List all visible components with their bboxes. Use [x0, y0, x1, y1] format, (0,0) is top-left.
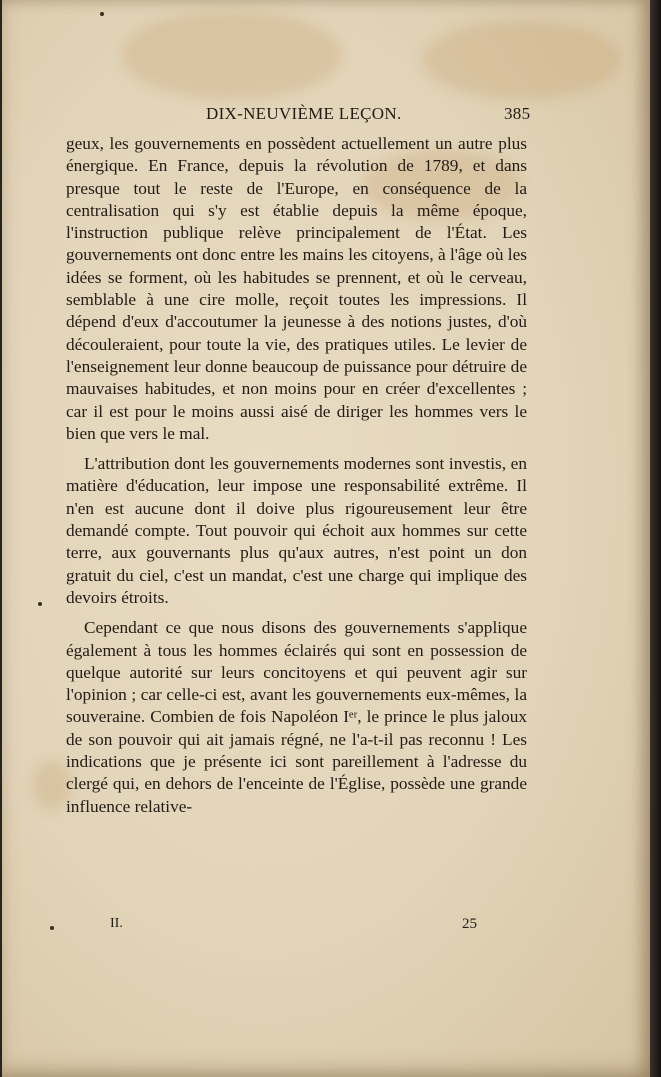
ink-speck — [100, 12, 104, 16]
book-spine-shadow — [650, 0, 661, 1077]
paper-stain — [422, 20, 622, 100]
gathering-number: 25 — [462, 916, 477, 932]
paragraph: L'attribution dont les gouvernements modernes sont investis, en matière d'éducation, leur impose une responsabilité extrême. Il n'en est aucune dont il doive plus rigoureusement leur être demandé compte. Tout pouvoir qui échoit aux hommes sur cette terre, aux gouvernants plus qu'aux autres, n'est point un don gratuit du ciel, c'est un mandat, c'est une charge qui implique des devoirs étroits. — [66, 454, 527, 607]
page-number: 385 — [504, 104, 531, 123]
running-header — [2, 104, 650, 128]
main-text — [66, 133, 527, 818]
ink-speck — [50, 926, 54, 930]
chapter-title: DIX-NEUVIÈME LEÇON. — [206, 104, 402, 123]
book-page — [2, 0, 650, 1077]
ink-speck — [38, 602, 42, 606]
paragraph: Cependant ce que nous disons des gouvernements s'applique également à tous les hommes éclairés qui sont en possession de quelque autorité sur leurs concitoyens et qui peuvent agir sur l'opinion ; car celle-ci est, avant les gouvernements eux-mêmes, la souveraine. Combien de fois Napoléon Iᵉʳ, le prince le plus jaloux de son pouvoir qui ait jamais régné, ne l'a-t-il pas reconnu ! Les indications que je présente ici sont pareillement à l'adresse du clergé qui, en dehors de l'enceinte de l'Église, possède une grande influence relative- — [66, 618, 527, 816]
paragraph: geux, les gouvernements en possèdent actuellement un autre plus énergique. En France, depuis la révolution de 1789, et dans presque tout le reste de l'Europe, en conséquence de la centralisation qui s'y est établie depuis la même époque, l'instruction publique relève principalement de l'État. Les gouvernements ont donc entre les mains les citoyens, à l'âge où les idées se forment, où les habitudes se prennent, et où le cerveau, semblable à une cire molle, reçoit toutes les impressions. Il dépend d'eux d'accoutumer la jeunesse à des notions justes, d'où découleraient, pour toute la vie, des pratiques utiles. Le levier de l'enseignement leur donne beaucoup de puissance pour détruire de mauvaises habitudes, et non moins pour en créer d'excellentes ; car il est pour le moins aussi aisé de diriger les hommes vers le bien que vers le mal. — [66, 134, 527, 443]
paper-stain — [122, 10, 342, 100]
signature-mark: II. — [110, 916, 123, 931]
